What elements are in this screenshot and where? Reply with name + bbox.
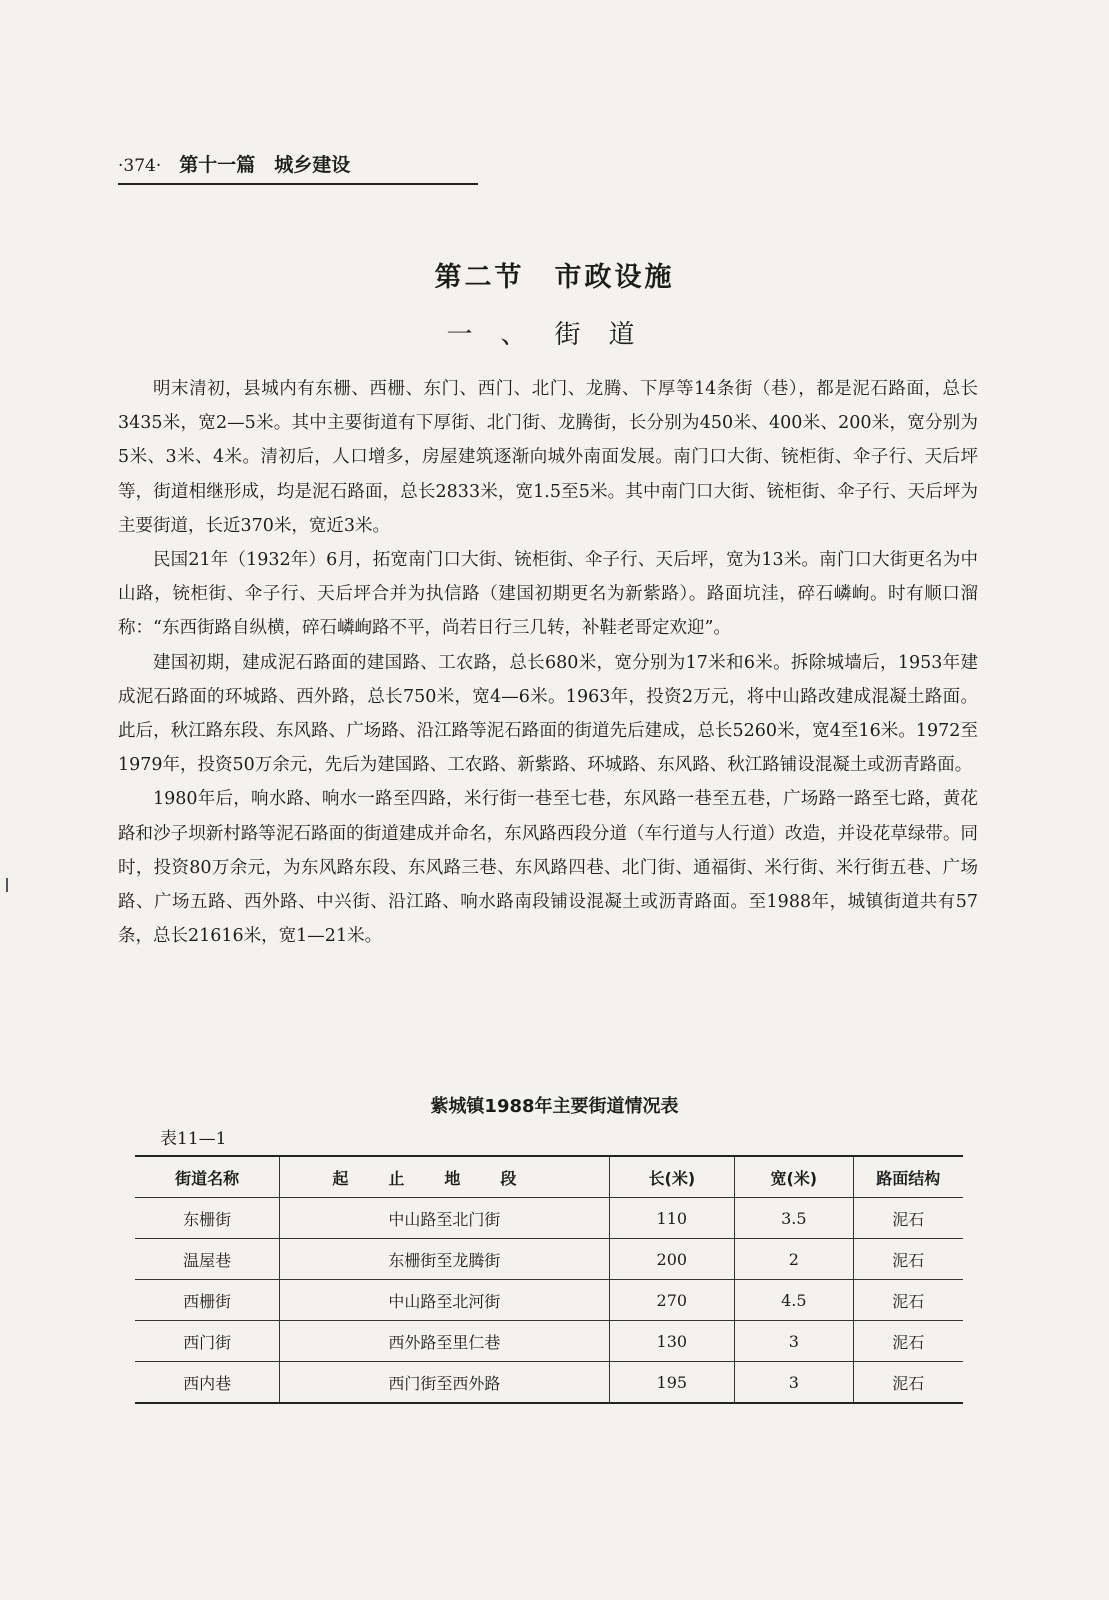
cell-surface: 泥石 <box>892 1373 925 1393</box>
cell-width: 2 <box>735 1239 853 1280</box>
cell-length: 200 <box>609 1239 734 1280</box>
cell-surface: 泥石 <box>853 1239 963 1280</box>
section-title: 第二节 市政设施 <box>434 262 675 293</box>
cell-section: 中山路至北河街 <box>280 1280 609 1321</box>
table-row <box>135 1321 963 1362</box>
table-id: 表11—1 <box>160 1129 227 1149</box>
cell-width: 3.5 <box>735 1198 853 1239</box>
cell-length: 130 <box>609 1321 734 1362</box>
table-row <box>135 1362 963 1404</box>
cell-section: 西外路至里仁巷 <box>280 1321 609 1362</box>
paragraph: 明末清初，县城内有东栅、西栅、东门、西门、北门、龙腾、下厚等14条街（巷），都是泥石路面，总长3435米，宽2—5米。其中主要街道有下厚街、北门街、龙腾街，长分别为450米、400米、200米，宽分别为5米、3米、4米。清初后，人口增多，房屋建筑逐渐向城外南面发展。南门口大街、铳柜街、伞子行、天后坪等，街道相继形成，均是泥石路面，总长2833米，宽1.5至5米。其中南门口大街、铳柜街、伞子行、天后坪为主要街道，长近370米，宽近3米。 <box>118 379 978 536</box>
cell-length: 195 <box>609 1362 734 1404</box>
paragraph: 建国初期，建成泥石路面的建国路、工农路，总长680米，宽分别为17米和6米。拆除城墙后，1953年建成泥石路面的环城路、西外路，总长750米，宽4—6米。1963年，投资2万元，将中山路改建成混凝土路面。此后，秋江路东段、东风路、广场路、沿江路等泥石路面的街道先后建成，总长5260米，宽4至16米。1972至1979年，投资50万余元，先后为建国路、工农路、新紫路、环城路、东风路、秋江路铺设混凝土或沥青路面。 <box>118 652 978 776</box>
cell-width: 3 <box>735 1321 853 1362</box>
cell-length: 270 <box>609 1280 734 1321</box>
paragraph: 民国21年（1932年）6月，拓宽南门口大街、铳柜街、伞子行、天后坪，宽为13米。南门口大街更名为中山路，铳柜街、伞子行、天后坪合并为执信路（建国初期更名为新紫路）。路面坑洼，碎石嶙峋。时有顺口溜称：“东西街路自纵横，碎石嶙峋路不平，尚若日行三几转，补鞋老哥定欢迎”。 <box>118 550 979 639</box>
table-caption: 紫城镇1988年主要街道情况表 <box>430 1096 679 1117</box>
table-row <box>135 1198 963 1239</box>
cell-section: 东栅街至龙腾街 <box>280 1239 609 1280</box>
cell-street-name: 东栅街 <box>135 1198 280 1239</box>
column-header-surface: 路面结构 <box>853 1156 963 1198</box>
cell-surface: 泥石 <box>853 1198 963 1239</box>
cell-street-name: 西门街 <box>135 1321 280 1362</box>
paragraph: 1980年后，响水路、响水一路至四路，米行街一巷至七巷，东风路一巷至五巷，广场路一路至七路，黄花路和沙子坝新村路等泥石路面的街道建成并命名，东风路西段分道（车行道与人行道）改造，并设花草绿带。同时，投资80万余元，为东风路东段、东风路三巷、东风路四巷、北门街、通福街、米行街、米行街五巷、广场路、广场五路、西外路、中兴街、沿江路、响水路南段铺设混凝土或沥青路面。至1988年，城镇街道共有57条，总长21616米，宽1—21米。 <box>118 789 978 947</box>
cell-surface: 泥石 <box>853 1280 963 1321</box>
cell-section: 西门街至西外路 <box>280 1362 609 1404</box>
table-header-row <box>135 1156 963 1198</box>
cell-street-name: 温屋巷 <box>135 1239 280 1280</box>
table-row <box>135 1239 963 1280</box>
column-header-length: 长(米) <box>609 1156 734 1198</box>
cell-street-name: 西内巷 <box>135 1362 280 1404</box>
street-table <box>135 1155 963 1404</box>
cell-length: 110 <box>609 1198 734 1239</box>
cell-width: 4.5 <box>735 1280 853 1321</box>
page-number: ·374· <box>118 156 162 176</box>
cell-surface: 泥石 <box>853 1321 963 1362</box>
body-text <box>118 372 978 953</box>
chapter-title: 第十一篇 城乡建设 <box>179 154 351 176</box>
column-header-width: 宽(米) <box>735 1156 853 1198</box>
cell-section: 中山路至北门街 <box>280 1198 609 1239</box>
scan-edge-mark <box>6 878 8 892</box>
column-header-name: 街道名称 <box>135 1156 280 1198</box>
running-header <box>118 150 478 185</box>
column-header-section: 起止地段 <box>280 1156 609 1198</box>
table-row <box>135 1280 963 1321</box>
cell-street-name: 西栅街 <box>135 1280 280 1321</box>
subsection-title: 一、街道 <box>446 320 663 350</box>
cell-width: 3 <box>735 1362 853 1404</box>
